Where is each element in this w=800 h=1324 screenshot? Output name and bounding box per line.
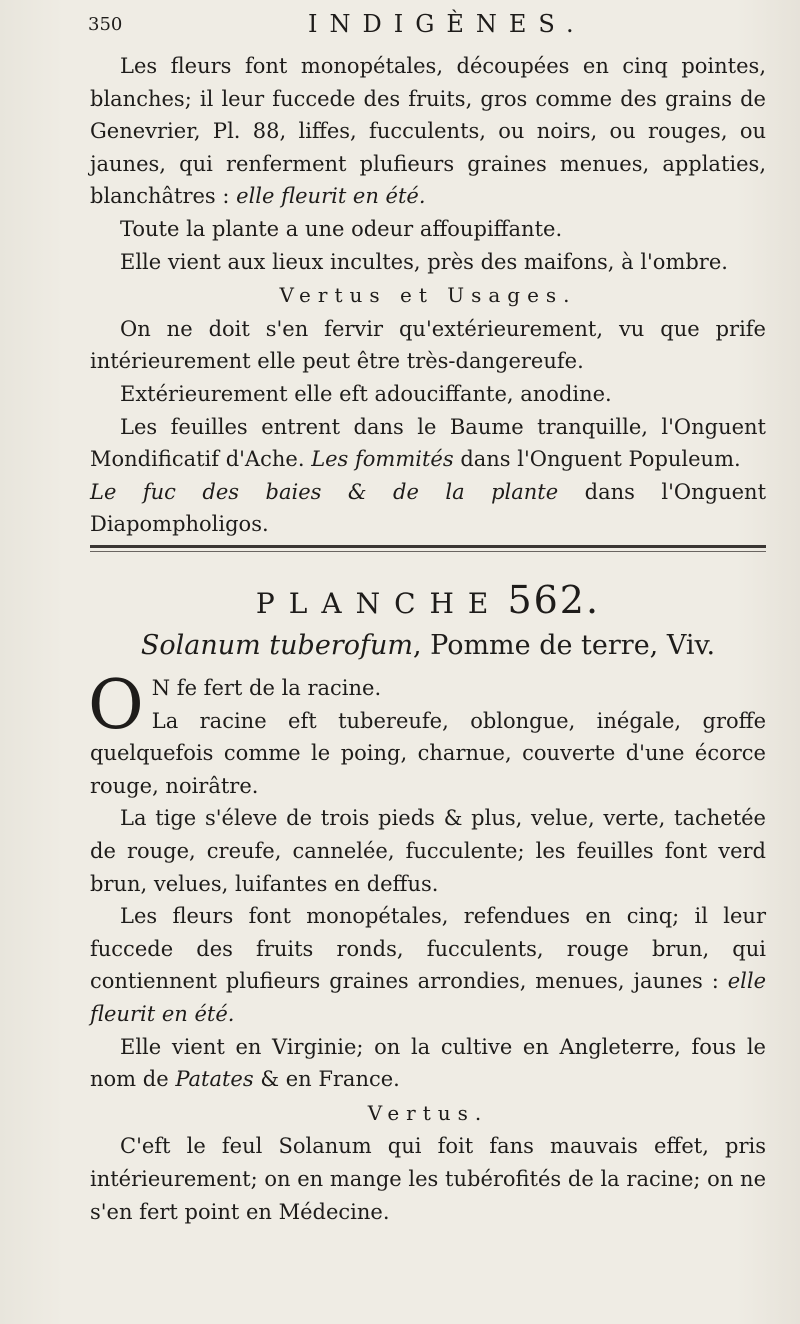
divider-rule-thin [90, 551, 766, 552]
paragraph: O N fe fert de la racine. [88, 666, 382, 745]
section-heading: Vertus et Usages. [279, 283, 577, 308]
paragraph: Elle vient aux lieux incultes, près des maifons, à l'ombre. [120, 249, 728, 274]
running-title: INDIGÈNES. [308, 10, 586, 38]
paragraph: La tige s'éleve de trois pieds & plus, velue, verte, tachetée de rouge, creufe, cannelée, fucculente; les feuilles font verd brun, velues, luifantes en deffus. [90, 806, 766, 896]
paragraph: Elle vient en Virginie; on la cultive en Angleterre, fous le nom de Patates & en France. [90, 1034, 766, 1092]
paragraph: La racine eft tubereufe, oblongue, inégale, groffe quelquefois comme le poing, charnue, couverte d'une écorce rouge, noirâtre. [90, 708, 766, 798]
plate-number: 562. [507, 578, 601, 622]
paragraph: Extérieurement elle eft adouciffante, anodine. [120, 381, 612, 406]
paragraph: Les feuilles entrent dans le Baume tranquille, l'Onguent Mondificatif d'Ache. Les fommités dans l'Onguent Populeum. [90, 414, 766, 472]
paragraph: Les fleurs font monopétales, refendues en cinq; il leur fuccede des fruits ronds, fucculents, rouge brun, qui contiennent plufieurs graines arrondies, menues, jaunes : elle fleurit en été. [90, 904, 766, 1026]
paragraph: Le fuc des baies & de la plante dans l'Onguent Diapompholigos. [90, 479, 767, 537]
section-heading: Vertus. [367, 1100, 489, 1125]
latin-name: Solanum tuberofum [140, 630, 413, 661]
common-name: , Pomme de terre, Viv. [412, 630, 716, 661]
section-one [90, 50, 766, 541]
drop-cap: O [88, 666, 144, 745]
section-two [88, 666, 766, 1228]
page-number: 350 [88, 14, 123, 35]
plant-title [90, 630, 766, 661]
paragraph: On ne doit s'en fervir qu'extérieurement, vu que prife intérieurement elle peut être très-dangereufe. [90, 316, 766, 374]
paragraph: Toute la plante a une odeur affoupiffante. [120, 216, 563, 241]
divider-rule [90, 545, 766, 548]
paragraph: C'eft le feul Solanum qui foit fans mauvais effet, pris intérieurement; on en mange les tubérofités de la racine; on ne s'en fert point en Médecine. [90, 1134, 766, 1224]
plate-heading [90, 578, 766, 622]
page-header [88, 10, 758, 46]
paragraph: Les fleurs font monopétales, découpées en cinq pointes, blanches; il leur fuccede des fruits, gros comme des grains de Genevrier, Pl. 88, liffes, fucculents, ou noirs, ou rouges, ou jaunes, qui renferment plufieurs graines menues, applaties, blanchâtres : elle fleurit en été. [90, 54, 766, 209]
plate-label: PLANCHE [255, 587, 503, 620]
